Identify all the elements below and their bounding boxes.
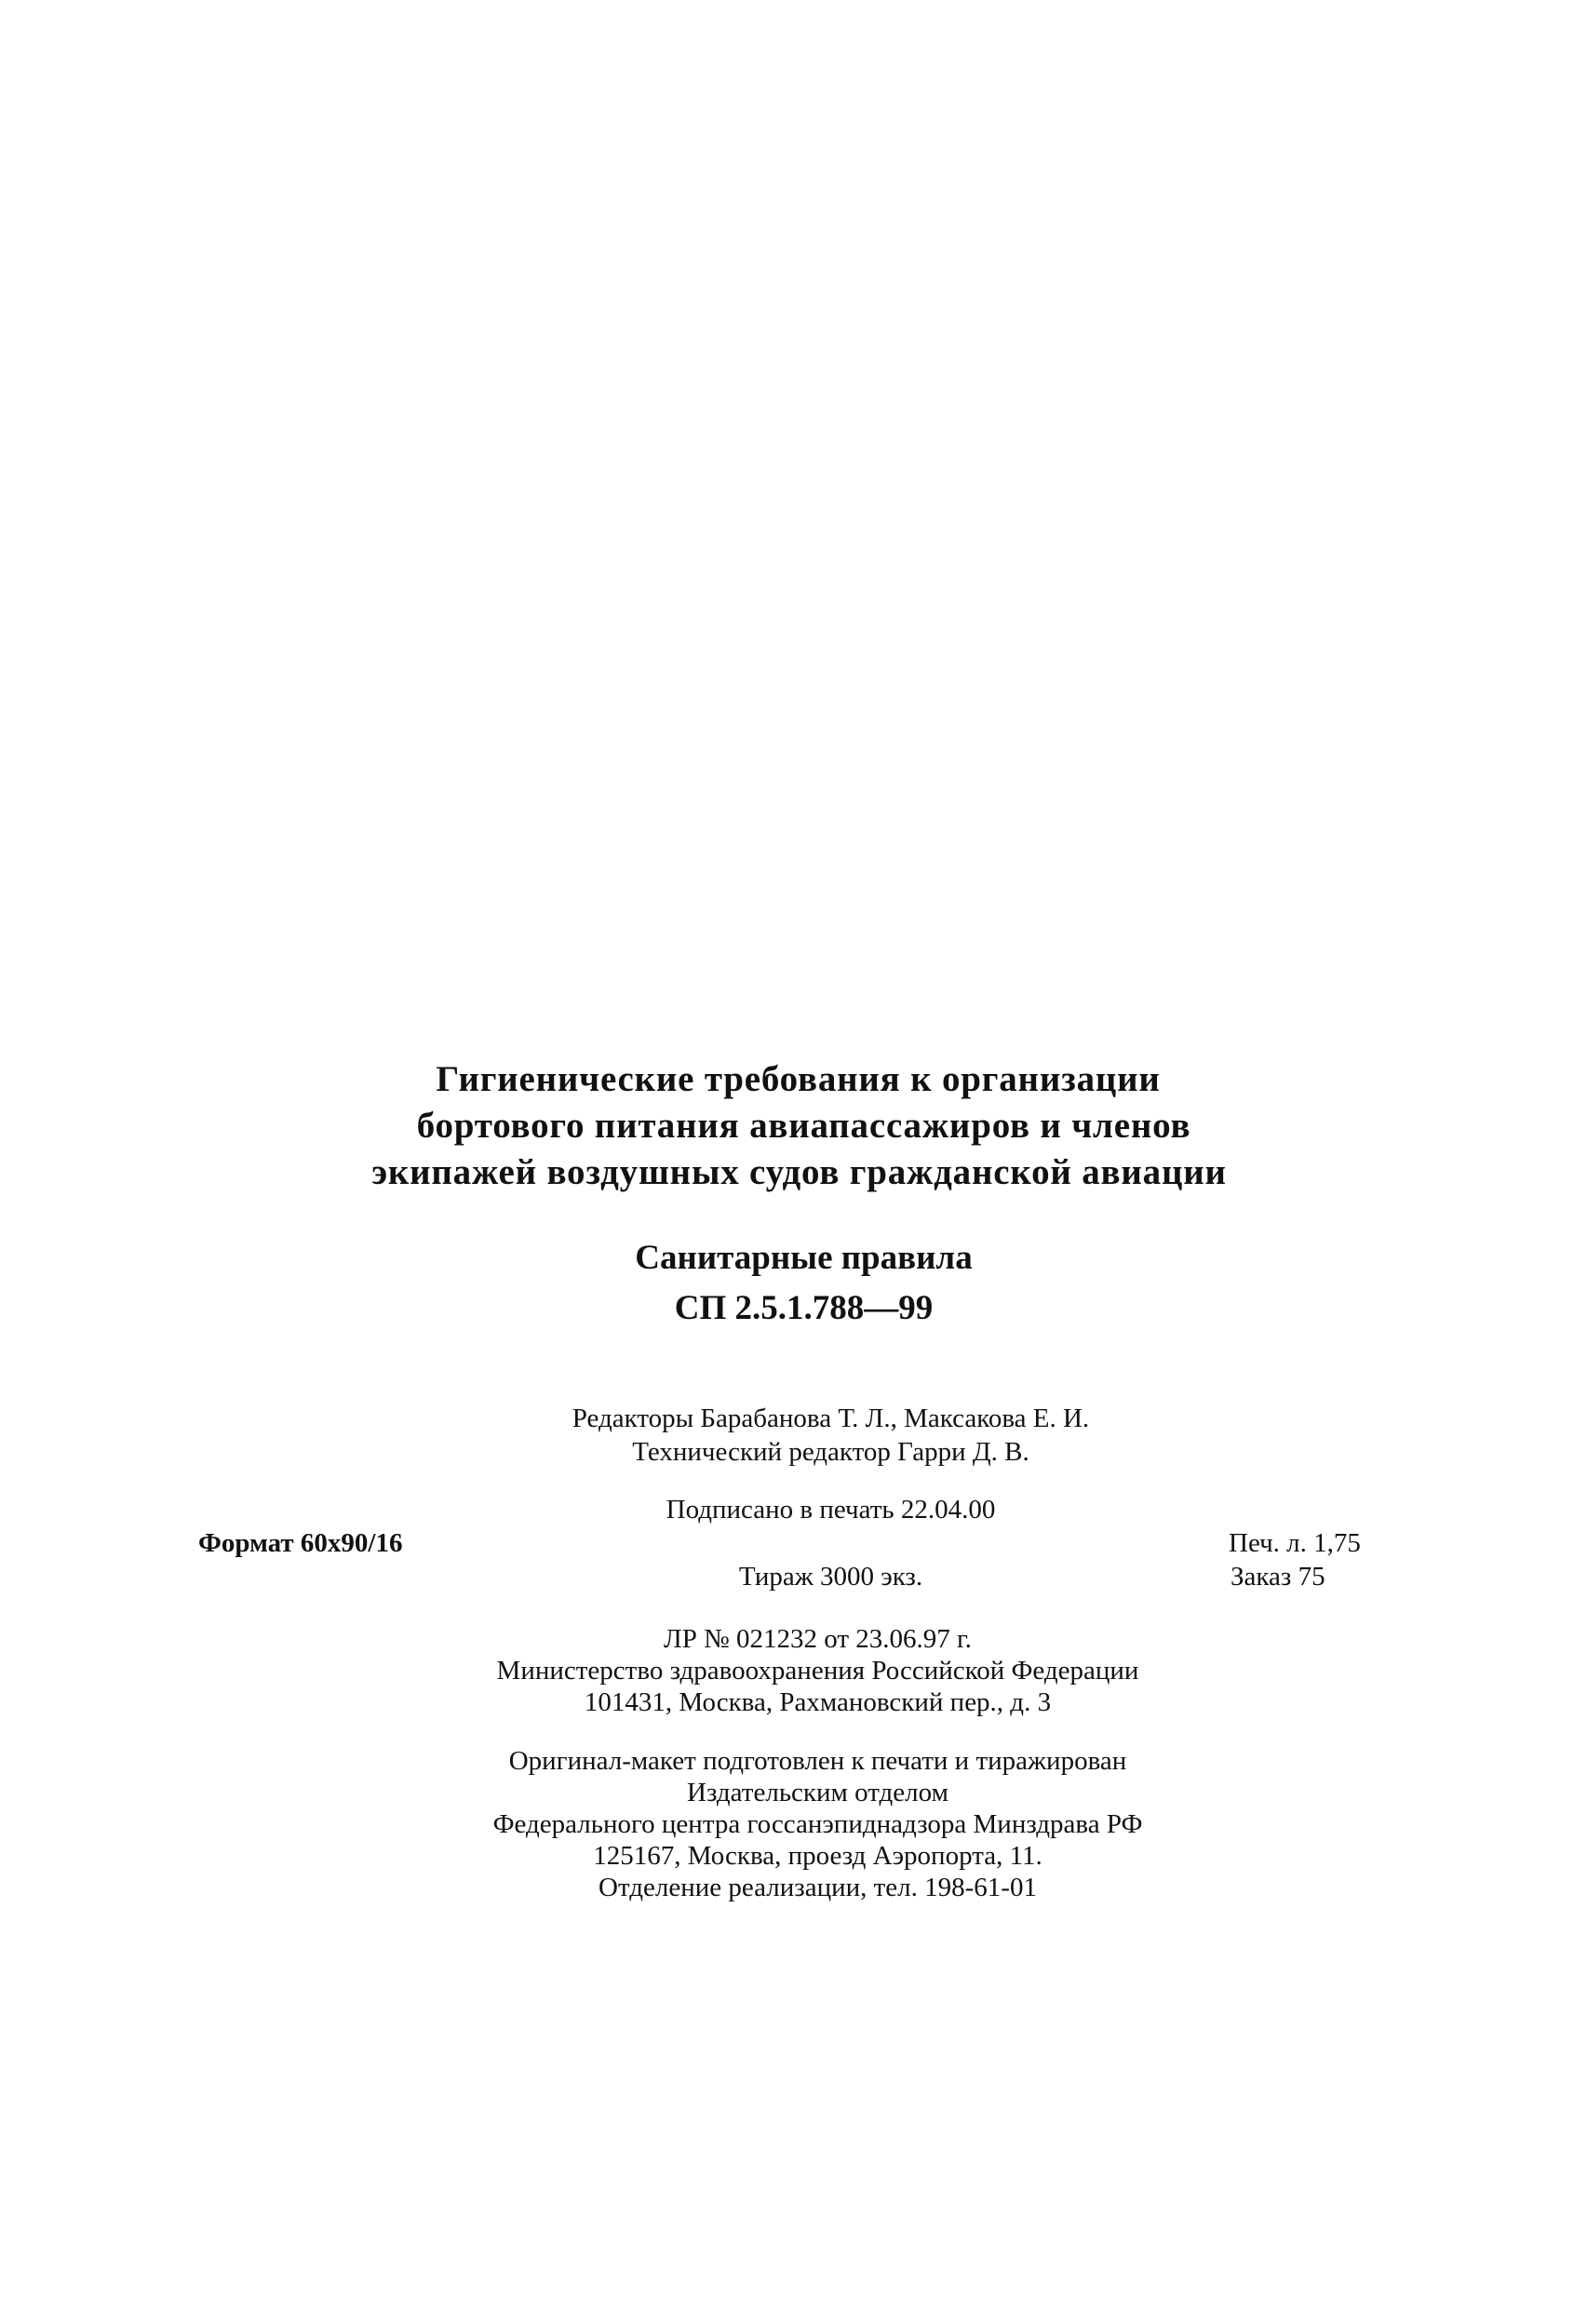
- publisher-line-2: Издательским отделом: [687, 1778, 948, 1807]
- paper-format: Формат 60x90/16: [198, 1528, 403, 1558]
- order-number: Заказ 75: [1231, 1562, 1325, 1592]
- doc-type-label: Санитарные правила: [635, 1239, 973, 1277]
- title-line-2: бортового питания авиапассажиров и членов: [416, 1106, 1191, 1146]
- credits: [0, 1402, 1587, 1469]
- document-type: [0, 1233, 1587, 1334]
- license-number: ЛР № 021232 от 23.06.97 г.: [664, 1624, 972, 1654]
- print-run: Тираж 3000 экз.: [738, 1562, 923, 1592]
- title-line-3: экипажей воздушных судов гражданской авиации: [371, 1152, 1227, 1192]
- print-sheets-order: [1229, 1526, 1361, 1593]
- title-line-1: Гигиенические требования к организации: [436, 1059, 1161, 1099]
- publisher-block: [0, 1745, 1587, 1903]
- tech-editor-line: Технический редактор Гарри Д. В.: [632, 1437, 1029, 1467]
- document-title: [0, 1056, 1587, 1196]
- publisher-line-3: Федерального центра госсанэпиднадзора Минздрава РФ: [492, 1809, 1143, 1839]
- signed-date: Подписано в печать 22.04.00: [666, 1495, 996, 1525]
- publisher-line-1: Оригинал-макет подготовлен к печати и тиражирован: [508, 1746, 1127, 1776]
- publisher-address: 125167, Москва, проезд Аэропорта, 11.: [593, 1841, 1042, 1871]
- print-sheets: Печ. л. 1,75: [1229, 1528, 1361, 1558]
- editors-line: Редакторы Барабанова Т. Л., Максакова Е. И.: [572, 1404, 1090, 1433]
- sales-department-phone: Отделение реализации, тел. 198-61-01: [598, 1873, 1037, 1902]
- license-block: [0, 1623, 1587, 1718]
- ministry-name: Министерство здравоохранения Российской Федерации: [496, 1656, 1139, 1686]
- ministry-address: 101431, Москва, Рахмановский пер., д. 3: [584, 1687, 1052, 1717]
- doc-code: СП 2.5.1.788—99: [674, 1289, 934, 1327]
